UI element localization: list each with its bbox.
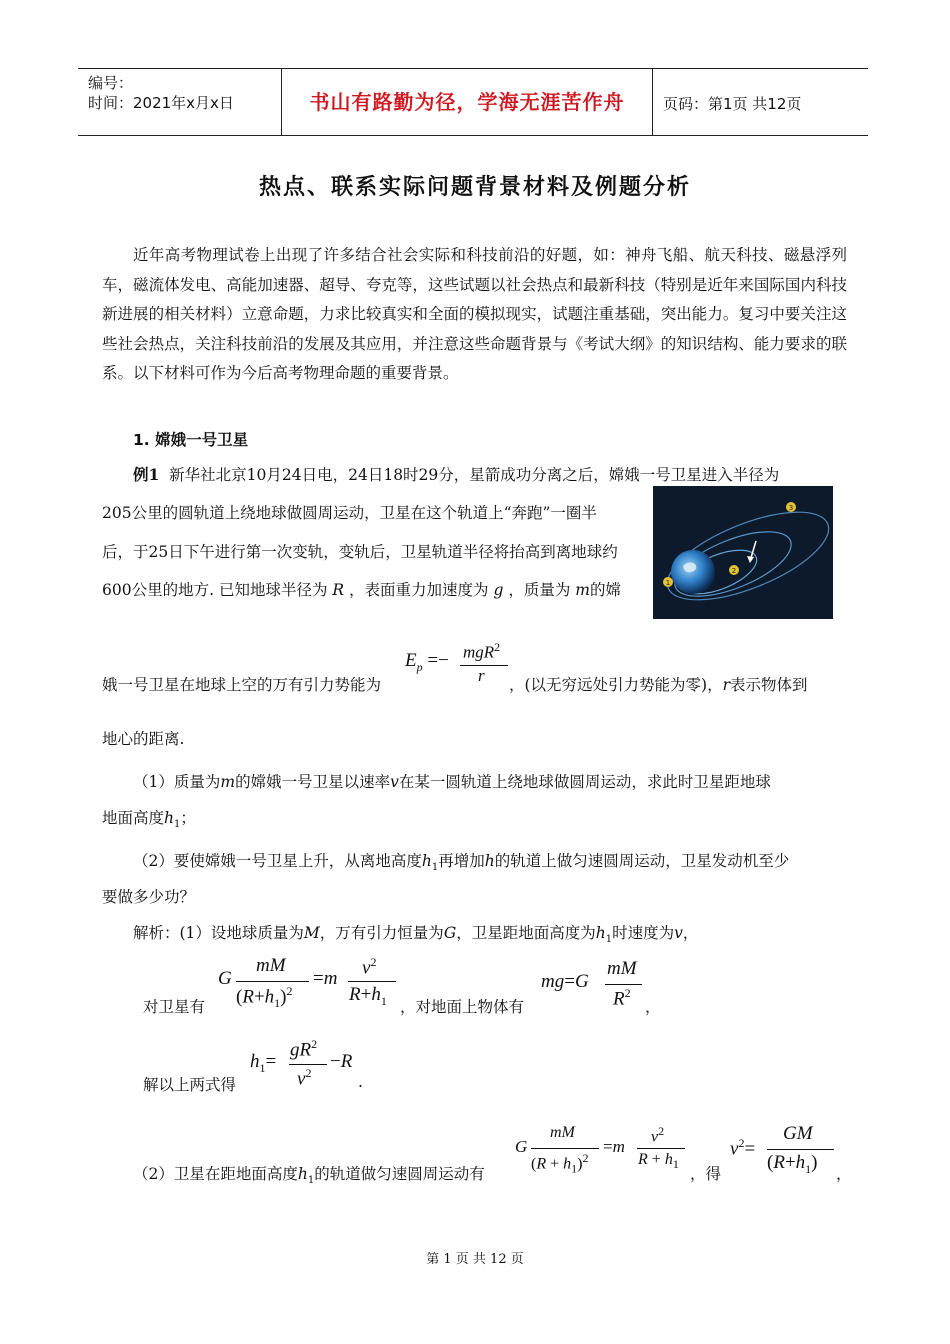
symbol-r: r	[722, 676, 731, 694]
example-text-4d: 的嫦	[589, 581, 621, 599]
formula-ep-numerator: mgR$^2$	[463, 640, 501, 662]
solution-line-2a: 对卫星有	[143, 998, 206, 1016]
q2-symbol-h-sub: 1	[431, 862, 439, 874]
sol1-text-e: ，	[682, 924, 699, 942]
eq2-num: mM	[607, 958, 637, 979]
eq2-bar	[605, 984, 642, 985]
eq5-num: GM	[783, 1123, 813, 1144]
example-line-4	[102, 578, 621, 600]
header-top-border	[78, 68, 868, 69]
q2-symbol-h2: h	[484, 852, 495, 870]
eq3-lhs: $h_1=$	[250, 1051, 277, 1075]
solution-line-4	[133, 1162, 485, 1186]
eq2-den: $R^2$	[613, 986, 631, 1010]
section-heading: 1. 嫦娥一号卫星	[133, 431, 249, 449]
q1-symbol-m: m	[220, 773, 236, 791]
q1-text-c: 在某一圆轨道上绕地球做圆周运动，求此时卫星距地球	[398, 773, 771, 791]
eq4-den: $(R + h_1)^2$	[531, 1151, 589, 1176]
example-line-1	[133, 463, 779, 485]
question-1-line-2	[102, 806, 196, 830]
example-line-2: 205公里的圆轨道上绕地球做圆周运动，卫星在这个轨道上“奔跑”一圈半	[102, 504, 597, 522]
eq4-eq: =m	[603, 1137, 625, 1156]
sol1-symbol-h-sub: 1	[605, 934, 613, 946]
example-line-5b	[509, 673, 808, 695]
sol1-symbol-h: h	[595, 924, 606, 942]
q1-symbol-h-sub: 1	[174, 819, 181, 831]
example-line-5a: 娥一号卫星在地球上空的万有引力势能为	[102, 676, 382, 694]
example-text-4c: ，质量为	[508, 581, 571, 599]
eq1-eq: =m	[313, 968, 338, 989]
symbol-R: R	[332, 581, 345, 599]
eq1-bar	[236, 981, 309, 982]
eq1-num2: $v^2$	[362, 955, 377, 979]
eq4-G: G	[515, 1137, 528, 1156]
eq1-den2: $R+h_1$	[349, 984, 387, 1008]
q1-text-a: （1）质量为	[133, 773, 221, 791]
q2-text-c: 的轨道上做匀速圆周运动，卫星发动机至少	[494, 852, 790, 870]
eq1-bar2	[348, 981, 396, 982]
solution-line-4d: ，	[836, 1165, 852, 1183]
orbit-marker-3-label: 3	[788, 504, 794, 512]
header-bottom-border	[78, 135, 868, 136]
sol1-text-d: 时速度为	[612, 924, 675, 942]
header-page-label: 页码：第1页 共12页	[663, 95, 802, 113]
header-code-label: 编号：	[88, 74, 134, 92]
example-text-5b: ，(以无穷远处引力势能为零)，	[509, 676, 723, 694]
eq2-lhs: mg=G	[541, 971, 589, 992]
eq5-bar	[767, 1149, 834, 1150]
question-1-line-1	[133, 770, 771, 792]
example-line-3: 后，于25日下午进行第一次变轨，变轨后，卫星轨道半径将抬高到离地球约	[102, 543, 618, 561]
formula-ep-denominator: r	[478, 666, 485, 685]
q2-text-b: 再增加	[438, 852, 485, 870]
q2-text-a: （2）要使嫦娥一号卫星上升，从离地高度	[133, 852, 422, 870]
orbit-marker-2-label: 2	[731, 567, 737, 575]
sol4-text-b: 的轨道做匀速圆周运动有	[314, 1165, 485, 1183]
example-text-1: 新华社北京10月24日电，24日18时29分，星箭成功分离之后，嫦娥一号卫星进入半径为	[169, 466, 780, 484]
eq3-bar	[289, 1064, 327, 1065]
eq4-bar2	[637, 1148, 685, 1149]
sol1-text-a: 解析：(1）设地球质量为	[133, 924, 304, 942]
eq4-den2: $R + h_1$	[638, 1151, 679, 1172]
earth-icon	[671, 550, 715, 594]
q1-symbol-v: v	[390, 773, 399, 791]
solution-line-2c: ，	[645, 998, 661, 1016]
solution-line-4c: ，得	[690, 1165, 722, 1183]
eq1-num: mM	[256, 955, 286, 976]
sol1-symbol-G: G	[443, 924, 457, 942]
symbol-m: m	[575, 581, 590, 599]
header-motto: 书山有路勤为径，学海无涯苦作舟	[309, 90, 625, 114]
orbit-figure	[653, 486, 833, 619]
header-time-label: 时间：2021年x月x日	[88, 94, 234, 112]
sol1-symbol-M: M	[303, 924, 320, 942]
symbol-g: g	[493, 581, 504, 599]
eq3-minus: −R	[330, 1051, 353, 1072]
orbit-marker-1-label: 1	[665, 579, 671, 587]
sol4-symbol-h: h	[297, 1165, 308, 1183]
eq3-num: $gR^2$	[290, 1037, 318, 1061]
sol1-symbol-v: v	[674, 924, 683, 942]
eq5-den: $(R+h_1)$	[767, 1152, 818, 1176]
eq1-G: G	[218, 968, 232, 989]
question-2-line-1	[133, 849, 789, 873]
sol4-symbol-h-sub: 1	[307, 1175, 315, 1187]
question-2-line-2: 要做多少功？	[102, 888, 196, 906]
example-line-6: 地心的距离.	[102, 730, 185, 748]
eq4-num2: $v^2$	[651, 1124, 665, 1146]
page-title: 热点、联系实际问题背景材料及例题分析	[258, 175, 691, 200]
sol1-text-b: ，万有引力恒量为	[319, 924, 444, 942]
formula-ep-sub: p	[416, 659, 423, 674]
q1-symbol-h: h	[164, 809, 174, 827]
example-text-4b: ，表面重力加速度为	[349, 581, 489, 599]
example-label: 例1	[133, 465, 160, 484]
formula-ep-symbol: E	[405, 650, 417, 671]
example-text-5c: 表示物体到	[730, 676, 808, 694]
eq4-num: mM	[550, 1124, 575, 1141]
solution-line-3a: 解以上两式得	[143, 1076, 237, 1094]
q2-symbol-h: h	[421, 852, 432, 870]
eq3-den: $v^2$	[297, 1066, 312, 1090]
page-footer: 第 1 页 共 12 页	[426, 1252, 524, 1267]
eq1-den: $(R+h_1)^2$	[236, 984, 293, 1011]
formula-ep: $E_p$ =−	[405, 650, 449, 674]
figure-background	[653, 486, 833, 619]
example-text-4a: 600公里的地方. 已知地球半径为	[102, 581, 328, 599]
sol4-text-a: （2）卫星在距地面高度	[133, 1165, 298, 1183]
solution-line-2b: ，对地面上物体有	[400, 998, 525, 1016]
q1-text-d: 地面高度	[102, 809, 165, 827]
solution-line-3b: .	[358, 1073, 363, 1091]
eq5-lhs: $v^2=$	[730, 1136, 756, 1160]
q1-text-e: ；	[180, 809, 196, 827]
sol1-text-c: ，卫星距地面高度为	[456, 924, 596, 942]
q1-text-b: 的嫦娥一号卫星以速率	[235, 773, 391, 791]
eq4-bar	[531, 1148, 599, 1149]
solution-line-1	[133, 921, 698, 945]
header-divider-right	[652, 68, 653, 135]
intro-paragraph: 近年高考物理试卷上出现了许多结合社会实际和科技前沿的好题，如：神舟飞船、航天科技、磁悬浮列车，磁流体发电、高能加速器、超导、夸克等，这些试题以社会热点和最新科技（特别是近年来国际国内科技新进展的相关材料）立意命题，力求比较真实和全面的模拟现实，试题注重基础，突出能力。复习中要关注这些社会热点，关注科技前沿的发展及其应用，并注意这些命题背景与《考试大纲》的知识结构、能力要求的联系。以下材料可作为今后高考物理命题的重要背景。	[102, 246, 847, 382]
